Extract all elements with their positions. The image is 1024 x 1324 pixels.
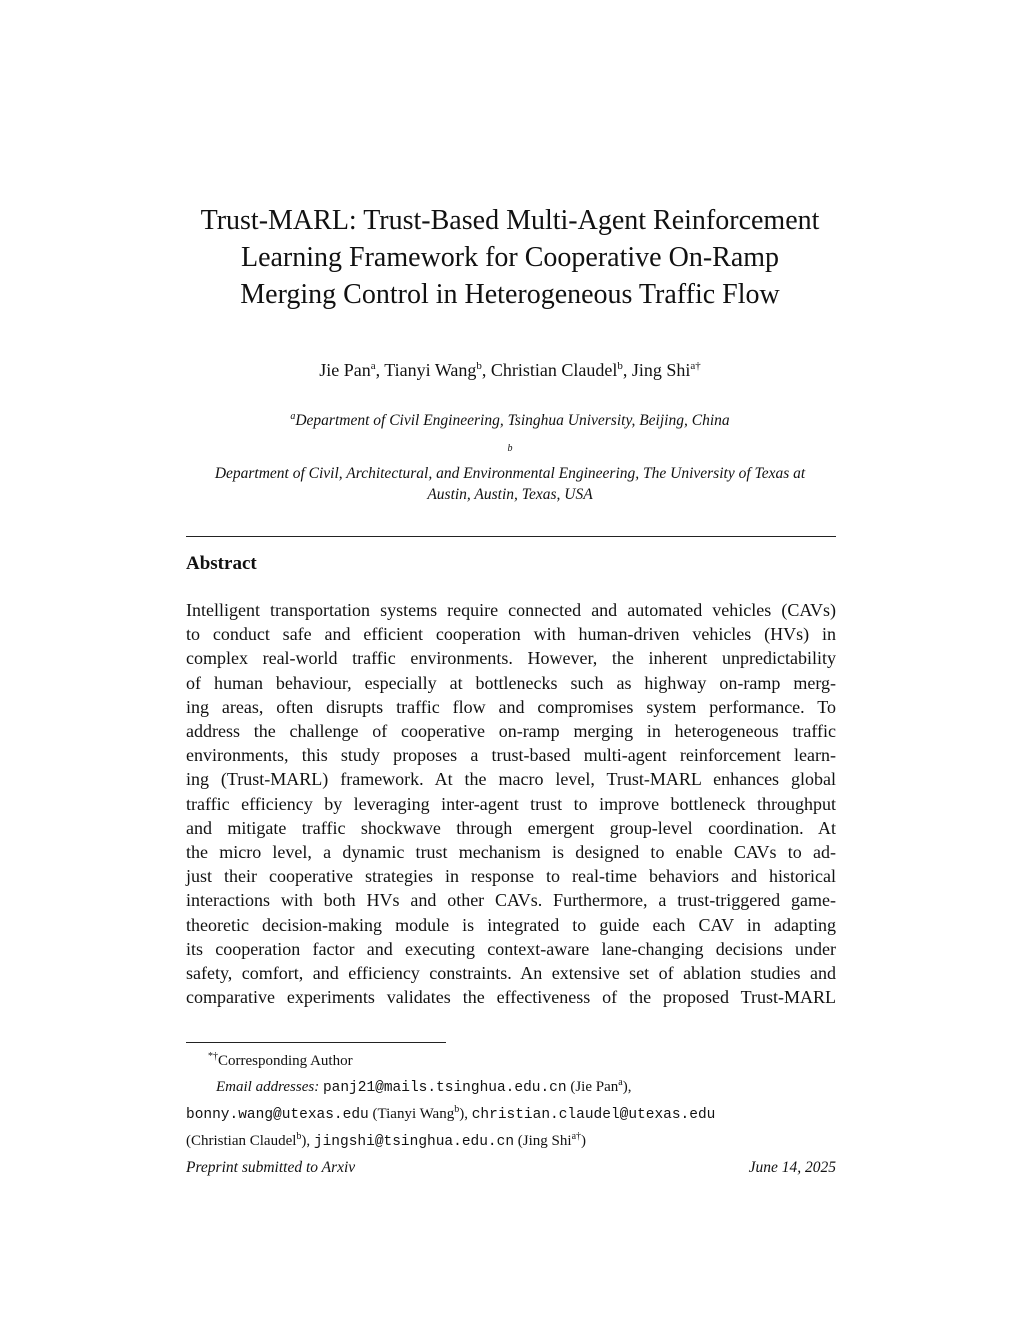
abstract-line: and mitigate traffic shockwave through emergent group-level coordination. At	[186, 817, 836, 838]
author-name: Christian Claudel	[490, 360, 618, 380]
footnote-divider	[186, 1042, 446, 1043]
abstract-line: its cooperation factor and executing context-aware lane-changing decisions under	[186, 938, 836, 959]
abstract-line: to conduct safe and efficient cooperation with human-driven vehicles (HVs) in	[186, 624, 836, 645]
corresponding-author-note	[186, 1046, 836, 1072]
abstract-line: environments, this study proposes a trust-based multi-agent reinforcement learn-	[186, 745, 836, 766]
author-separator: ,	[375, 360, 385, 380]
abstract-line: complex real-world traffic environments. However, the inherent unpredictability	[186, 648, 836, 669]
affiliation-a	[150, 406, 870, 431]
abstract-line: of human behaviour, especially at bottlenecks such as highway on-ramp merg-	[186, 672, 836, 693]
abstract-line: theoretic decision-making module is integrated to guide each CAV in adapting	[186, 914, 836, 935]
page-footer	[186, 1159, 836, 1177]
abstract-line: ing areas, often disrupts traffic flow and compromises system performance. To	[186, 696, 836, 717]
affiliation-line	[150, 438, 870, 484]
affiliation-mark: b	[507, 443, 513, 454]
affiliation-text: Department of Civil Engineering, Tsinghua University, Beijing, China	[295, 412, 730, 430]
affiliation-line: Austin, Austin, Texas, USA	[427, 486, 593, 504]
author-name: Jie Pan	[319, 360, 371, 380]
email-link[interactable]: panj21@mails.tsinghua.edu.cn	[322, 1080, 567, 1096]
author-separator: ,	[622, 360, 632, 380]
affiliation-b	[150, 438, 870, 505]
abstract-line: address the challenge of cooperative on-ramp merging in heterogeneous traffic	[186, 721, 836, 742]
abstract-line: safety, comfort, and efficiency constraints. An extensive set of ablation studies and	[186, 963, 836, 984]
email-owner: Tianyi Wang	[377, 1106, 455, 1122]
email-owner: Christian Claudel	[191, 1133, 297, 1149]
footer-venue: Preprint submitted to Arxiv	[186, 1159, 356, 1176]
footer-date: June 14, 2025	[748, 1159, 836, 1176]
abstract-line: comparative experiments validates the effectiveness of the proposed Trust-MARL	[186, 987, 836, 1008]
abstract-line: traffic efficiency by leveraging inter-agent trust to improve bottleneck throughput	[186, 793, 836, 814]
corresponding-label: Corresponding Author	[218, 1053, 353, 1069]
abstract-line: interactions with both HVs and other CAVs. Furthermore, a trust-triggered game-	[186, 890, 836, 911]
author-separator: ,	[481, 360, 491, 380]
title-line: Merging Control in Heterogeneous Traffic Flow	[240, 279, 780, 310]
affiliation-mark: a	[290, 411, 296, 422]
email-link[interactable]: bonny.wang@utexas.edu	[186, 1107, 369, 1123]
abstract-line: the micro level, a dynamic trust mechanism is designed to enable CAVs to ad-	[186, 842, 836, 863]
email-owner: Jie Pan	[575, 1079, 619, 1095]
email-line: Email addresses: panj21@mails.tsinghua.edu.cn (Jie Pan$^a$),	[216, 1077, 632, 1096]
email-line: (Christian Claudel$^b$), jingshi@tsinghua.edu.cn (Jing Shi$^{a\dagger}$)	[186, 1131, 587, 1150]
affiliation-text: Department of Civil, Architectural, and Environmental Engineering, The University of Texas at	[214, 465, 806, 483]
email-link[interactable]: christian.claudel@utexas.edu	[471, 1107, 716, 1123]
email-line: bonny.wang@utexas.edu (Tianyi Wang$^b$), christian.claudel@utexas.edu	[186, 1104, 716, 1123]
author-affil-mark: b	[617, 360, 623, 372]
email-owner-mark: b	[454, 1104, 460, 1115]
abstract-heading: Abstract	[186, 553, 257, 574]
email-owner-mark: b	[296, 1131, 302, 1142]
email-owner: Jing Shi	[522, 1133, 572, 1149]
email-link[interactable]: jingshi@tsinghua.edu.cn	[313, 1134, 515, 1150]
footnotes	[186, 1046, 836, 1153]
footnote-mark: *†	[208, 1051, 218, 1062]
email-owner-mark: a	[618, 1077, 623, 1088]
abstract-line: ing (Trust-MARL) framework. At the macro level, Trust-MARL enhances global	[186, 769, 836, 790]
author-name: Jing Shi	[631, 360, 691, 380]
author-affil-mark: a†	[690, 360, 701, 372]
abstract-line: just their cooperative strategies in response to real-time behaviors and historical	[186, 866, 836, 887]
abstract-line: Intelligent transportation systems require connected and automated vehicles (CAVs)	[186, 600, 836, 620]
title-line: Learning Framework for Cooperative On-Ramp	[240, 242, 780, 273]
paper-title	[150, 202, 870, 313]
author-name: Tianyi Wang	[384, 360, 477, 380]
email-owner-mark: a†	[571, 1131, 582, 1142]
email-label: Email addresses:	[216, 1079, 320, 1095]
abstract-body	[186, 598, 836, 1009]
header-divider	[186, 536, 836, 537]
author-affil-mark: a	[370, 360, 376, 372]
author-list	[150, 354, 870, 382]
title-line: Trust-MARL: Trust-Based Multi-Agent Reinforcement	[200, 205, 820, 236]
author-affil-mark: b	[476, 360, 482, 372]
